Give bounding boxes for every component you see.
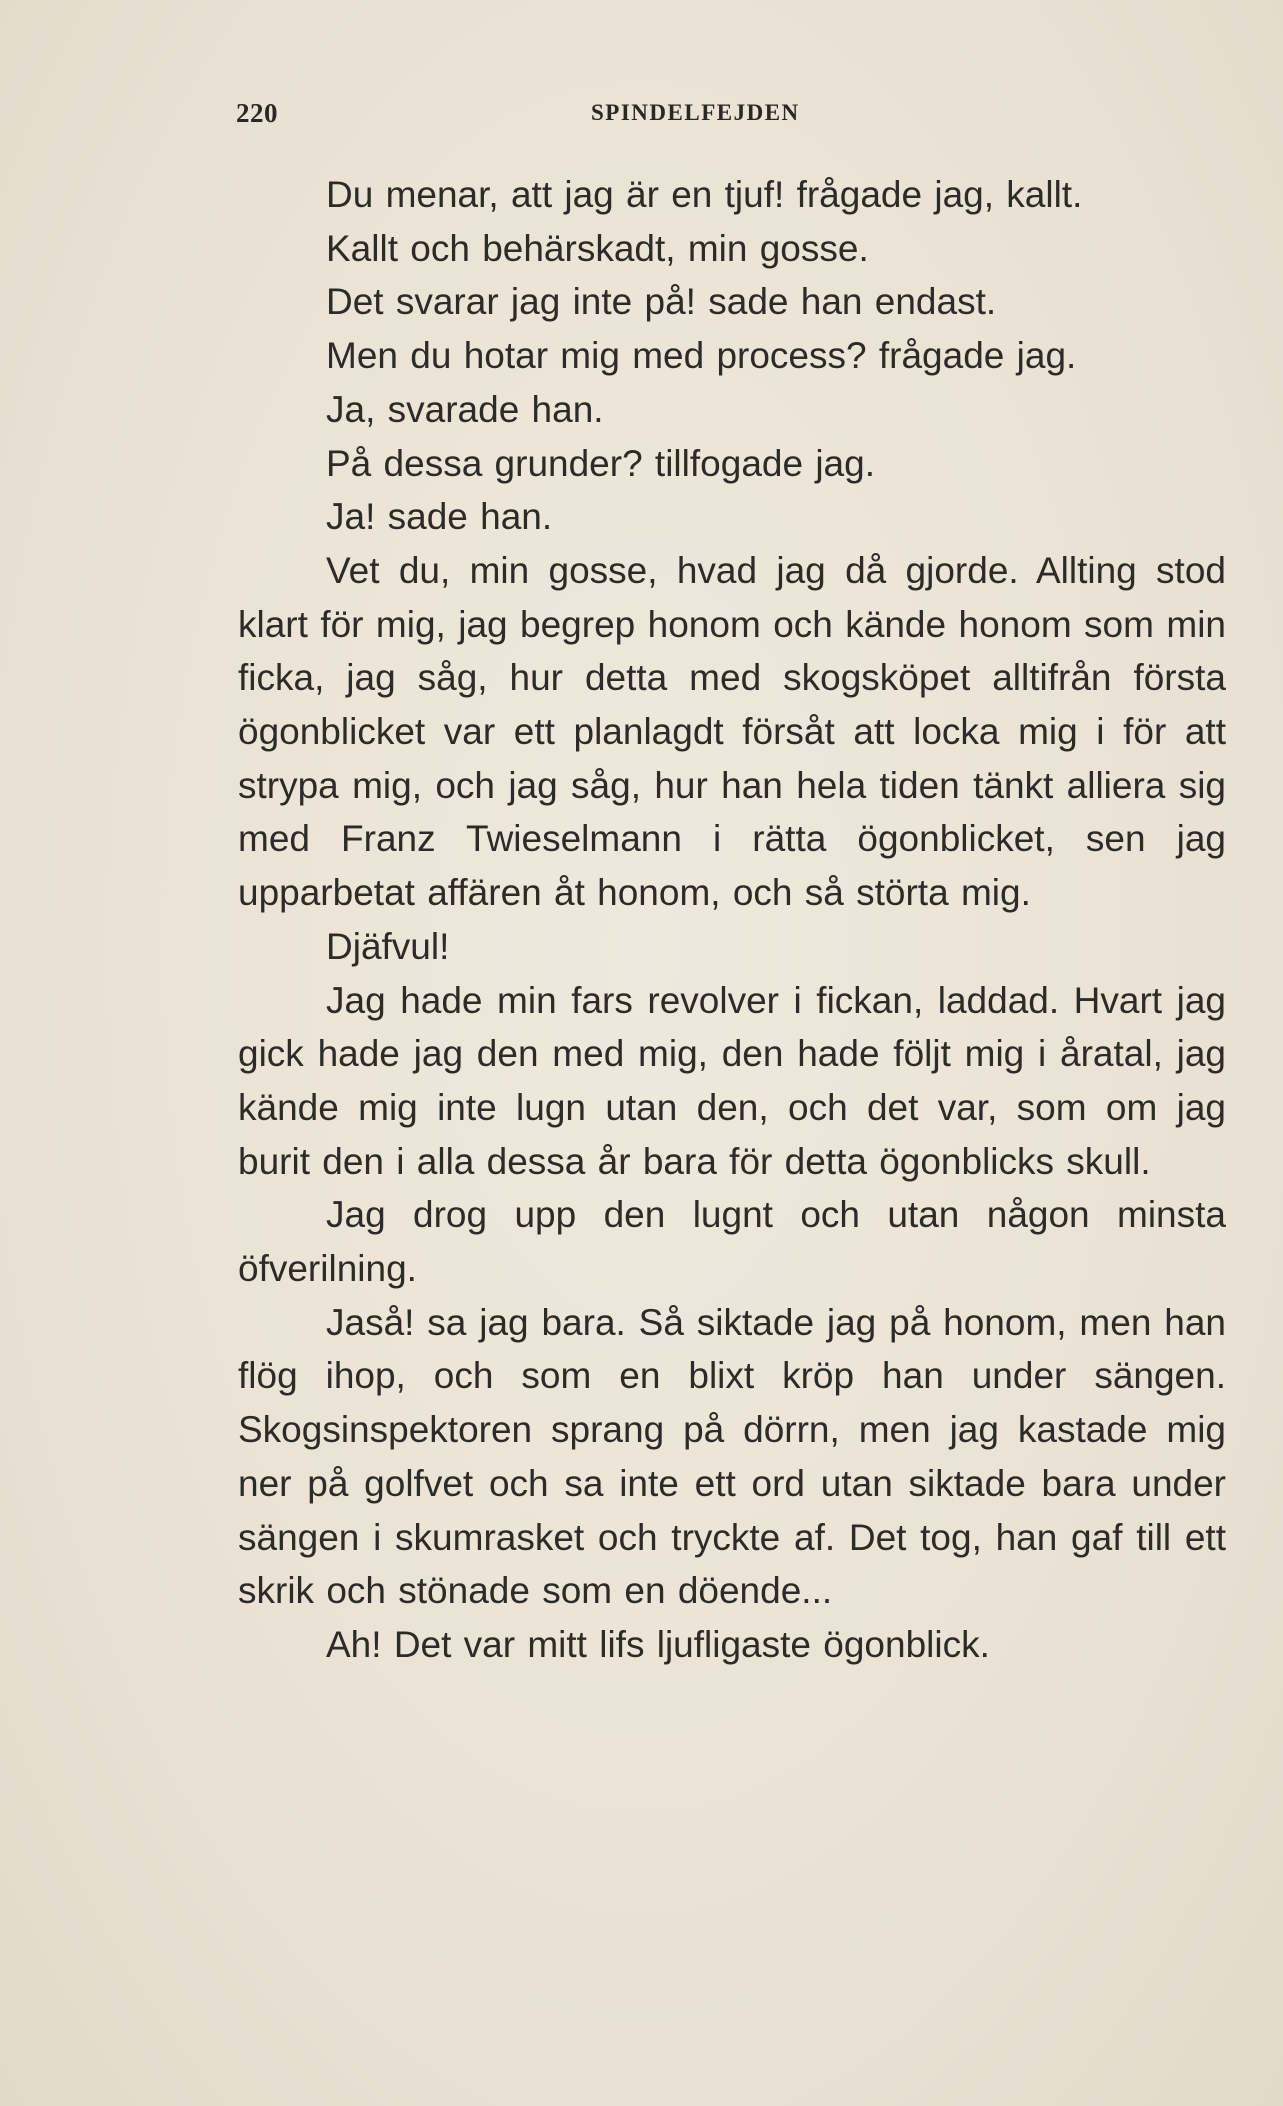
paragraph: Ah! Det var mitt lifs ljufligaste ögonblick. [326, 1623, 990, 1665]
running-head [236, 98, 1226, 134]
paragraph: Det svarar jag inte på! sade han endast. [326, 281, 997, 323]
paragraph: Jag drog upp den lugnt och utan någon minsta öfverilning. [238, 1194, 1226, 1290]
body-text [238, 168, 1226, 1672]
paragraph: Ja, svarade han. [326, 388, 604, 430]
page-number: 220 [236, 98, 278, 128]
paragraph: Du menar, att jag är en tjuf! frågade jag, kallt. [326, 174, 1083, 215]
paragraph: Vet du, min gosse, hvad jag då gjorde. Allting stod klart för mig, jag begrep honom och kände honom som min ficka, jag såg, hur detta med skogsköpet alltifrån första ögonblicket var ett planlagdt försåt att locka mig i för att strypa mig, och jag såg, hur han hela tiden tänkt alliera sig med Franz Twieselmann i rätta ögonblicket, sen jag upparbetat affären åt honom, och så störta mig. [238, 549, 1226, 914]
paragraph: Jaså! sa jag bara. Så siktade jag på honom, men han flög ihop, och som en blixt kröp han under sängen. Skogsinspektoren sprang på dörrn, men jag kastade mig ner på golfvet och sa inte ett ord utan siktade bara under sängen i skumrasket och tryckte af. Det tog, han gaf till ett skrik och stönade som en döende... [238, 1301, 1226, 1612]
paragraph: Djäfvul! [326, 925, 450, 967]
paragraph: Ja! sade han. [326, 496, 553, 538]
paragraph: Jag hade min fars revolver i fickan, laddad. Hvart jag gick hade jag den med mig, den hade följt mig i åratal, jag kände mig inte lugn utan den, och det var, som om jag burit den i alla dessa år bara för detta ögonblicks skull. [238, 979, 1226, 1182]
paragraph: Men du hotar mig med process? frågade jag. [326, 335, 1077, 377]
paragraph: Kallt och behärskadt, min gosse. [326, 227, 869, 269]
paragraph: På dessa grunder? tillfogade jag. [326, 442, 875, 484]
page-heading: SPINDELFEJDEN [591, 100, 800, 125]
